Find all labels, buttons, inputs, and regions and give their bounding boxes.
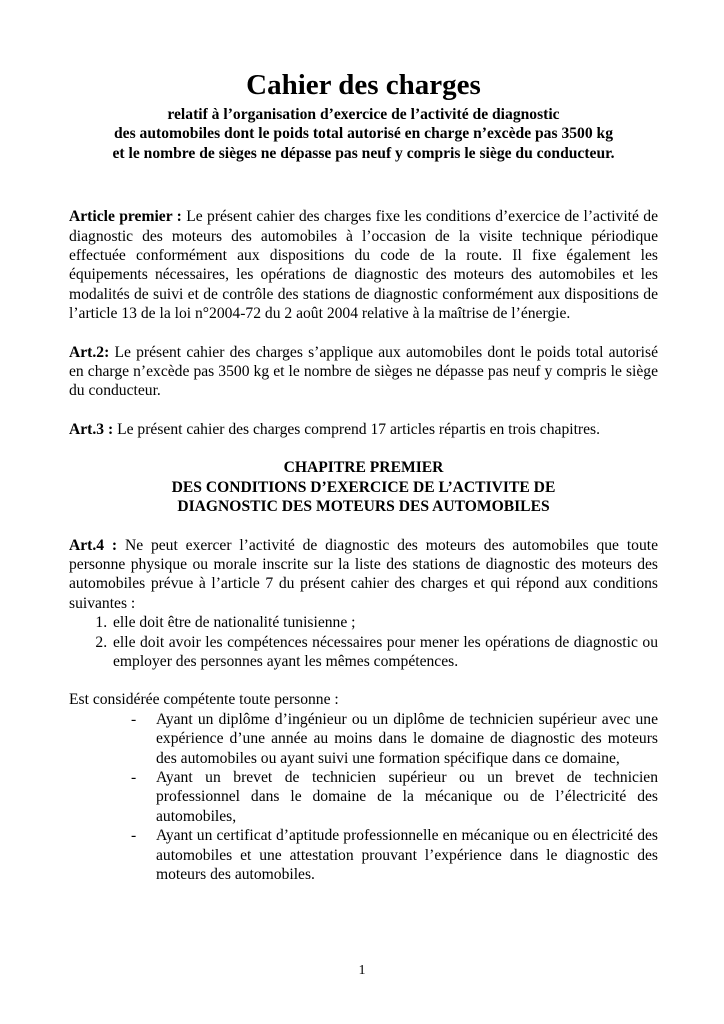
list-item-text: Ayant un brevet de technicien supérieur ou un brevet de technicien professionnel dans le domaine de la mécanique ou de l’électricité des automobiles, [156,768,658,825]
article-3 [69,420,658,439]
article-3-label: Art.3 : [69,420,114,438]
subtitle-line: des automobiles dont le poids total autorisé en charge n’excède pas 3500 kg [114,125,613,143]
article-4-label: Art.4 : [69,536,118,554]
list-item: 1. elle doit être de nationalité tunisienne ; [111,613,658,632]
chapter-heading-line: DIAGNOSTIC DES MOTEURS DES AUTOMOBILES [177,498,550,516]
list-item [131,826,658,884]
dash-marker: - [131,710,137,728]
chapter-1-heading [69,458,658,516]
article-3-text: Le présent cahier des charges comprend 17 articles répartis en trois chapitres. [113,420,600,438]
article-1-label: Article premier : [69,208,182,226]
page-number: 1 [358,963,366,978]
competence-list [69,710,658,885]
article-4-text: Ne peut exercer l’activité de diagnostic des moteurs des automobiles que toute personne physique ou morale inscrite sur la liste des stations de diagnostic des moteurs des automobiles prévue à l’article 7 du présent cahier des charges et qui répond aux conditions suivantes : [69,536,658,612]
dash-marker: - [131,827,137,845]
list-item [131,710,658,768]
article-2-text: Le présent cahier des charges s’applique aux automobiles dont le poids total autorisé en charge n’excède pas 3500 kg et le nombre de sièges ne dépasse pas neuf y compris le siège du conducteur. [69,343,658,400]
article-2 [69,343,658,401]
article-4 [69,536,658,614]
subtitle-line: et le nombre de sièges ne dépasse pas neuf y compris le siège du conducteur. [112,144,615,162]
document-title: Cahier des charges [246,69,481,101]
list-item-text: Ayant un diplôme d’ingénieur ou un diplôme de technicien supérieur avec une expérience d’une année au moins dans le domaine de diagnostic des moteurs des automobiles ou ayant suivi une formation spécifique dans ce domaine, [156,710,658,767]
chapter-heading-line: DES CONDITIONS D’EXERCICE DE L’ACTIVITE DE [171,478,556,496]
article-4-conditions-list [69,613,658,671]
article-1 [69,207,658,323]
document-subtitle [69,105,658,163]
list-item-text: Ayant un certificat d’aptitude professionnelle en mécanique ou en électricité des automobiles et une attestation prouvant l’expérience dans le diagnostic des moteurs des automobiles. [156,827,658,883]
list-item: 2. elle doit avoir les compétences nécessaires pour mener les opérations de diagnostic ou employer des personnes ayant les mêmes compétences. [111,633,658,672]
chapter-heading-line: CHAPITRE PREMIER [283,459,444,477]
dash-marker: - [131,768,137,786]
article-1-text: Le présent cahier des charges fixe les conditions d’exercice de l’activité de diagnostic des moteurs des automobiles à l’occasion de la visite technique périodique effectuée conformément aux dispositions du code de la route. Il fixe également les équipements nécessaires, les opérations de diagnostic des moteurs des automobiles et les modalités de suivi et de contrôle des stations de diagnostic conformément aux dispositions de l’article 13 de la loi n°2004-72 du 2 août 2004 relative à la maîtrise de l’énergie. [69,208,658,323]
article-2-label: Art.2: [69,343,110,361]
list-item [131,768,658,826]
competence-intro: Est considérée compétente toute personne : [69,691,339,709]
subtitle-line: relatif à l’organisation d’exercice de l’activité de diagnostic [167,106,560,123]
